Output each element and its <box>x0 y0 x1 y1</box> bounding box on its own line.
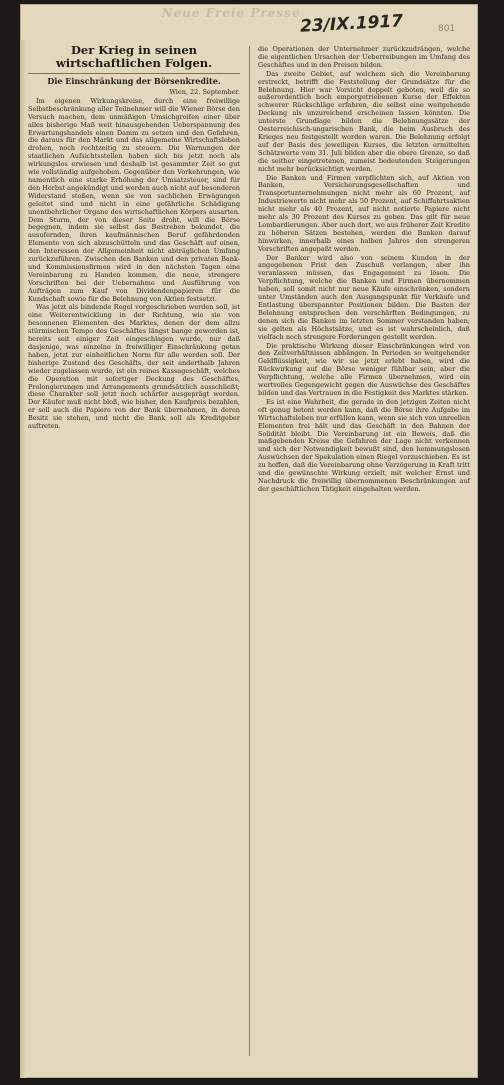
article-paragraph: Der Banker wird also von seinem Kunden in der angegebenen Frist den Zuschuß verlangen, aber ihn veranlassen müssen, das Engagement zu lösen. Die Verpflichtung, welche die Banken und Firmen übernommen haben, soll somit nicht nur neue Käufe einschränken, sondern unter Umständen auch den Ausgangspunkt für Verkäufe und Entlastung überspannter Positionen bilden. Die Basten der Belehnung entsprechen den verschärften Bedingungen, zu denen sich die Banken im letzten Sommer verstanden haben; sie gelten als Höchstsätze, und es ist wahrscheinlich, daß vielfach noch strengere Forderungen gestellt werden. <box>258 253 470 341</box>
article-headline: Der Krieg in seinen wirtschaftlichen Folgen. <box>28 44 240 74</box>
handwritten-date-note: 23/IX.1917 <box>299 11 404 37</box>
article-right-column <box>258 46 470 494</box>
article-paragraph: Im eigenen Wirkungskreise, durch eine freiwillige Selbstbeschränkung aller Teilnehmer will die Wiener Börse den Versuch machen, dem unmäßigen Umsichgreifen einer über alles bisherige Maß weit hinausgehenden Ueberspannung des Erwartungshandels einen Damm zu setzen und den Gefahren, die daraus für den Markt und das allgemeine Wirtschaftsleben drohen, noch rechtzeitig zu steuern. Die Warnungen der staatlichen Aufsichtsstellen haben sich bis jetzt noch als wirkungslos erwiesen und deshalb ist gesammter Zeit so gut wie vollständig aufgehoben. Gegenüber den Vorkehrungen, wie namentlich eine starke Erhöhung der Umsatzsteuer, sind für den Herbst angekündigt und werden auch nicht auf besonderen Widerstand stoßen, wenn sie von sachlichen Erwägungen geleitet sind und nicht in eine gefährliche Schädigung unentbehrlicher Organe des wirtschaftlichen Körpers ausarten. Dem Sturm, der von dieser Seite droht, will die Börse begegnen, indem sie selbst das Bestreben bekundet, die ausufernden, ihren kaufmännischen Beruf gefährdenden Elemente von sich abzuschütteln und das Geschäft auf einen, den Interessen der Allgemeinheit nicht abträglichen Umfang zurückzuführen. Zwischen den Banken und den privaten Bank- und Kommissionsfirmen wird in den nächsten Tagen eine Vereinbarung zu Handen kommen, die neue, strengere Vorschriften bei der Uebernahme und Ausführung von Aufträgen zum Kauf von Dividendenpapieren für die Kundschaft sowie für die Belehnung von Aktien festsetzt. <box>28 96 240 303</box>
archive-number-stamp: 801 <box>438 24 456 34</box>
article-paragraph: die Operationen der Unternehmer zurückzudrängen, welche die eigentlichen Ursachen der Ueberreibungen im Umfang des Geschäftes und in den Preisen bilden. <box>258 45 470 69</box>
clipping-torn-edge <box>20 40 26 1078</box>
article-paragraph: Was jetzt als bindende Regel vorgeschrieben werden soll, ist eine Weiterentwicklung in der Richtung, wie sie von besonnenen Elementen des Marktes, denen der dem allzu stürmischen Tempo des Geschäftes längst bange geworden ist, bereits seit einiger Zeit eingeschlagen wurde, nur daß dasjenige, was einzelne in freiwilliger Einschränkung getan haben, jetzt zur einheitlichen Norm für alle werden soll. Der bisherige Zustand des Geschäfts, der seit anderthalb Jahren wieder zugelassen wurde, ist ein reines Kassageschäft, welches die Operation mit sofortiger Deckung des Geschäftes, Prolongierungen und Arrangements grundsätzlich ausschließt; diese Charakter soll jetzt noch schärfer ausgeprägt werden. Der Käufer muß nicht bloß, wie bisher, den Kaufpreis bezahlen, er soll auch die Papiere von der Bank übernehmen, in deren Besitz sie stehen, und nicht die Bank soll als Kreditgeber auftreten. <box>28 303 240 431</box>
article-subheadline: Die Einschränkung der Börsenkredite. <box>47 76 221 86</box>
column-divider <box>249 46 250 1056</box>
newspaper-masthead: Neue Freie Presse <box>161 6 301 20</box>
article-dateline: Wien, 22. September. <box>169 88 240 96</box>
article-left-column <box>28 44 240 431</box>
article-paragraph: Es ist eine Wahrheit, die gerade in den jetzigen Zeiten nicht oft genug betont werden kann, daß die Börse ihre Aufgabe im Wirtschaftsleben nur erfüllen kann, wenn sie sich von unreellen Elementen frei hält und das Geschäft in den Bahnen der Solidität bleibt. Die Vereinbarung ist ein Beweis, daß die maßgebenden Kreise die Gefahren der Lage nicht verkennen und sich der Notwendigkeit bewußt sind, den hemmungslosen Auswüchsen der Spekulation einen Riegel vorzuschieben. Es ist zu hoffen, daß die Vereinbarung ohne Verzögerung in Kraft tritt und die gewünschte Wirkung erzielt, mit welcher Ernst und Nachdruck die freiwillig übernommenen Beschränkungen auf der geschäftlichen Tätigkeit eingehalten werden. <box>258 397 470 493</box>
article-paragraph: Die Banken und Firmen verpflichten sich, auf Aktien von Banken, Versicherungsgesellschaften und Transportunternehmungen nicht mehr als 60 Prozent, auf Industriewerte nicht mehr als 50 Prozent, auf Schiffahrtsaktien nicht mehr als 40 Prozent, auf nicht notierte Papiere nicht mehr als 30 Prozent des Kurses zu geben. Das gilt für neue Lombardierungen. Aber auch dort, wo aus früherer Zeit Kredite zu höheren Sätzen bestehen, werden die Banken darauf hinwirken, innerhalb eines halben Jahres den strengeren Vorschriften angepaßt werden. <box>258 173 470 253</box>
article-paragraph: Die praktische Wirkung dieser Einschränkungen wird von den Zeitverhältnissen abhängen. In Perioden so weitgehender Geldflüssigkeit, wie wir sie jetzt erlebt haben, wird die Rückwirkung auf die Börse weniger fühlbar sein, aber die Verpflichtung, welche alle Firmen übernehmen, wird ein wertvolles Gegengewicht gegen die Auswüchse des Geschäftes bilden und das Vertrauen in die Festigkeit des Marktes stärken. <box>258 341 470 397</box>
article-paragraph: Das zweite Gebiet, auf welchem sich die Vereinbarung erstreckt, betrifft die Feststellung der Grundsätze für die Belehnung. Hier war Vorsicht doppelt geboten, weil die so außerordentlich hoch emporgetriebenen Kurse der Effekten schwerer Rückschläge erfahren, die selbst eine weitgehende Deckung als unzureichend erscheinen lassen könnten. Die unterste Grundlage bilden die Belehnungssätze der Oesterreichisch-ungarischen Bank, die beim Ausbruch des Krieges neu festgestellt worden waren. Die Belehnung erfolgt auf der Basis des jeweiligen Kurses, die letzten ermittelten Schätzwerte vom 31. Juli bilden aber die obere Grenze, so daß die seither eingetretenen, zumeist bedeutenden Steigerungen nicht mehr berücksichtigt werden. <box>258 69 470 173</box>
